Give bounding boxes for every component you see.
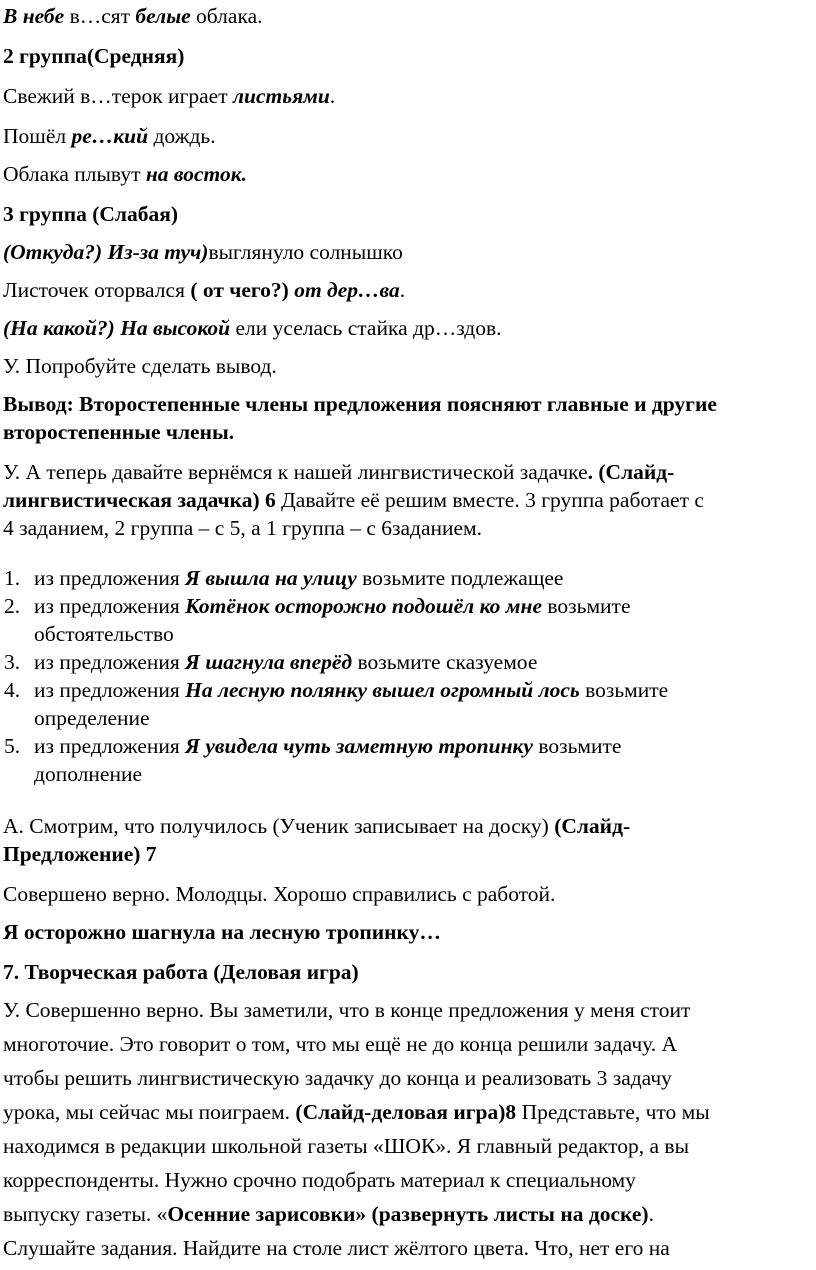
task-line-3: 4 заданием, 2 группа – с 5, а 1 группа – с 6заданием.: [3, 516, 483, 540]
document-page: В небе в…сят белые облака. 2 группа(Средняя) Свежий в…терок играет листьями. Пошёл ре…кий дождь. Облака плывут на восток. 3 группа (Слабая) (Откуда?) Из-за туч)выглянуло солнышко Листочек оторвался ( от чего?) от дер…ва. (На какой?) На высокой ели уселась стайка др…здов. У. Попробуйте сделать вывод. Вывод: Второстепенные члены предложения поясняют главные и другие второстепенные члены. У. А теперь давайте вернёмся к нашей лингвистической задачке. (Слайд- лингвистическая задачка) 6 Давайте её решим вместе. 3 группа работает с 4 заданием, 2 группа – с 5, а 1 группа – с 6заданием. 1. из предложения Я вышла на улицу возьмите подлежащее 2. из предложения Котёнок осторожно подошёл ко мне возьмите обстоятельство 3. из предложения Я шагнула вперёд возьмите сказуемое 4. из предложения На лесную полянку вышел огромный лось возьмите определение 5. из предложения Я увидела чуть заметную тропинку возьмите дополнение А. Смотрим, что получилось (Ученик записывает на доску) (Слайд- Предложение) 7 Совершено верно. Молодцы. Хорошо справились с работой. Я осторожно шагнула на лесную тропинку… 7. Творческая работа (Деловая игра) У. Совершенно верно. Вы заметили, что в конце предложения у меня стоит многоточие. Это говорит о том, что мы ещё не до конца решили задачу. А чтобы решить лингвистическую задачку до конца и реализовать 3 задачу урока, мы сейчас мы поиграем. (Слайд-деловая игра)8 Представьте, что мы находимся в редакции школьной газеты «ШОК». Я главный редактор, а вы корреспонденты. Нужно срочно подобрать материал к специальному выпуску газеты. «Осенние зарисовки» (развернуть листы на доске). Слушайте задания. Найдите на столе лист жёлтого цвета. Что, нет его на: [3, 4, 717, 1260]
sentence-line: Пошёл ре…кий дождь.: [3, 124, 216, 148]
sentence-line: Свежий в…терок играет листьями.: [3, 84, 336, 108]
paragraph-line: находимся в редакции школьной газеты «ШОК». Я главный редактор, а вы: [3, 1134, 690, 1158]
answer-line-1: А. Смотрим, что получилось (Ученик записывает на доску) (Слайд-: [3, 814, 631, 838]
paragraph-line: У. Совершенно верно. Вы заметили, что в конце предложения у меня стоит: [3, 998, 691, 1022]
sentence-line: (На какой?) На высокой ели уселась стайка др…здов.: [3, 316, 502, 340]
conclusion-line-2: второстепенные члены.: [3, 420, 235, 444]
paragraph-line: корреспонденты. Нужно срочно подобрать материал к специальному: [3, 1168, 636, 1192]
paragraph-line: Слушайте задания. Найдите на столе лист жёлтого цвета. Что, нет его на: [3, 1236, 670, 1260]
teacher-line: У. Попробуйте сделать вывод.: [3, 354, 277, 378]
answer-line-2: Предложение) 7: [3, 842, 157, 866]
conclusion-line-1: Вывод: Второстепенные члены предложения поясняют главные и другие: [3, 392, 717, 416]
group-3-heading: 3 группа (Слабая): [3, 202, 179, 226]
paragraph-line: выпуску газеты. «Осенние зарисовки» (развернуть листы на доске).: [3, 1202, 654, 1226]
sentence-line: Листочек оторвался ( от чего?) от дер…ва.: [3, 278, 406, 302]
paragraph-line: многоточие. Это говорит о том, что мы ещё не до конца решили задачу. А: [3, 1032, 678, 1056]
paragraph-line: урока, мы сейчас мы поиграем. (Слайд-деловая игра)8 Представьте, что мы: [3, 1100, 710, 1124]
praise-line: Совершено верно. Молодцы. Хорошо справились с работой.: [3, 882, 556, 906]
paragraph-line: чтобы решить лингвистическую задачку до конца и реализовать 3 задачу: [3, 1066, 672, 1090]
sentence-line: Облака плывут на восток.: [3, 162, 247, 186]
group-2-heading: 2 группа(Средняя): [3, 44, 185, 68]
result-sentence: Я осторожно шагнула на лесную тропинку…: [3, 920, 441, 944]
task-line-1: У. А теперь давайте вернёмся к нашей лингвистической задачке. (Слайд-: [3, 460, 675, 484]
sentence-line: (Откуда?) Из-за туч)выглянуло солнышко: [3, 240, 403, 264]
sentence-line: В небе в…сят белые облака.: [3, 4, 263, 28]
section-heading: 7. Творческая работа (Деловая игра): [3, 960, 359, 984]
task-line-2: лингвистическая задачка) 6 Давайте её решим вместе. 3 группа работает с: [3, 488, 704, 512]
